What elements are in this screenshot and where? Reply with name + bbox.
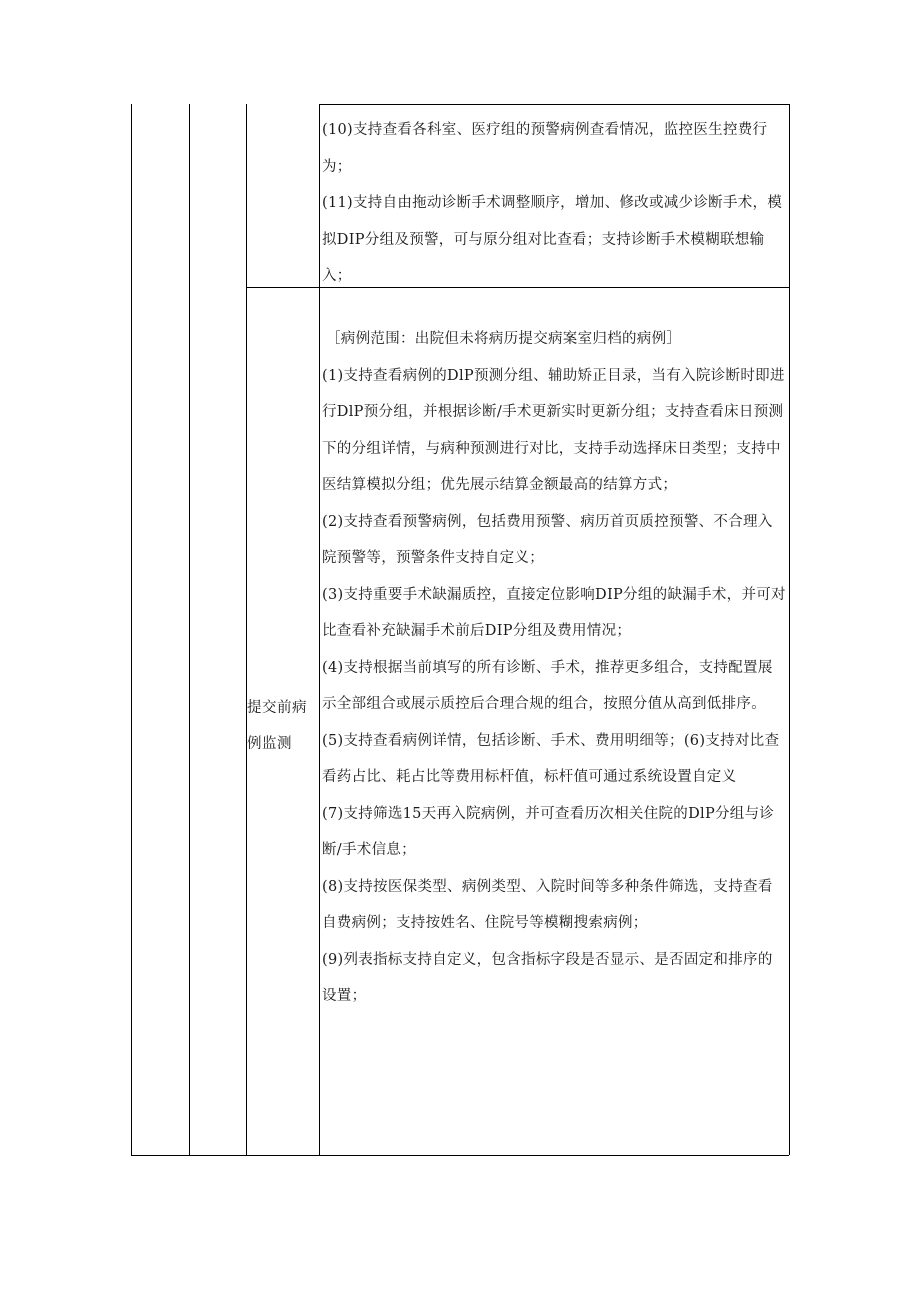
row1-content-cell [322, 112, 786, 295]
column-divider-1 [189, 104, 190, 1155]
row2-content-cell [322, 321, 786, 1015]
column-divider-3 [319, 104, 320, 1155]
row2-item-9: (9)列表指标支持自定义，包含指标字段是否显示、是否固定和排序的设置； [322, 951, 773, 1004]
case-scope-note: ［病例范围：出院但未将病历提交病案室归档的病例］ [326, 331, 682, 347]
row1-item-10: (10)支持查看各科室、医疗组的预警病例查看情况，监控医生控费行为； [322, 122, 768, 175]
row2-item-7: (7)支持筛选15天再入院病例，并可查看历次相关住院的DlP分组与诊断/手术信息； [322, 805, 775, 858]
category-label-line2: 例监测 [247, 736, 292, 752]
row2-item-2: (2)支持查看预警病例，包括费用预警、病历首页质控预警、不合理入院预警等，预警条件支持自定义； [322, 513, 773, 566]
table-border-left [131, 104, 132, 1155]
row2-item-1: (1)支持查看病例的DlP预测分组、辅助矫正目录，当有入院诊断时即进行DlP预分组，并根据诊断/手术更新实时更新分组；支持查看床日预测下的分组详情，与病种预测进行对比，支持手动选择床日类型；支持中医结算模拟分组；优先展示结算金额最高的结算方式； [322, 367, 785, 493]
column-divider-2 [246, 104, 247, 1155]
row2-item-5-6: (5)支持查看病例详情，包括诊断、手术、费用明细等；(6)支持对比查看药占比、耗占比等费用标杆值，标杆值可通过系统设置自定义 [322, 732, 780, 785]
row2-item-8: (8)支持按医保类型、病例类型、入院时间等多种条件筛选，支持查看自费病例；支持按姓名、住院号等模糊搜索病例； [322, 878, 773, 931]
table-border-right [789, 104, 790, 1155]
category-cell [247, 690, 319, 762]
table-border-bottom [131, 1155, 789, 1156]
row2-item-4: (4)支持根据当前填写的所有诊断、手术，推荐更多组合，支持配置展示全部组合或展示质控后合理合规的组合，按照分值从高到低排序。 [322, 659, 773, 712]
category-label-line1: 提交前病 [247, 700, 307, 716]
row2-item-3: (3)支持重要手术缺漏质控，直接定位影响DIP分组的缺漏手术，并可对比查看补充缺漏手术前后DIP分组及费用情况； [322, 586, 786, 639]
row1-item-11: (11)支持自由拖动诊断手术调整顺序，增加、修改或减少诊断手术，模拟DIP分组及预警，可与原分组对比查看；支持诊断手术模糊联想输入； [322, 195, 783, 284]
table-border-top [319, 104, 789, 105]
